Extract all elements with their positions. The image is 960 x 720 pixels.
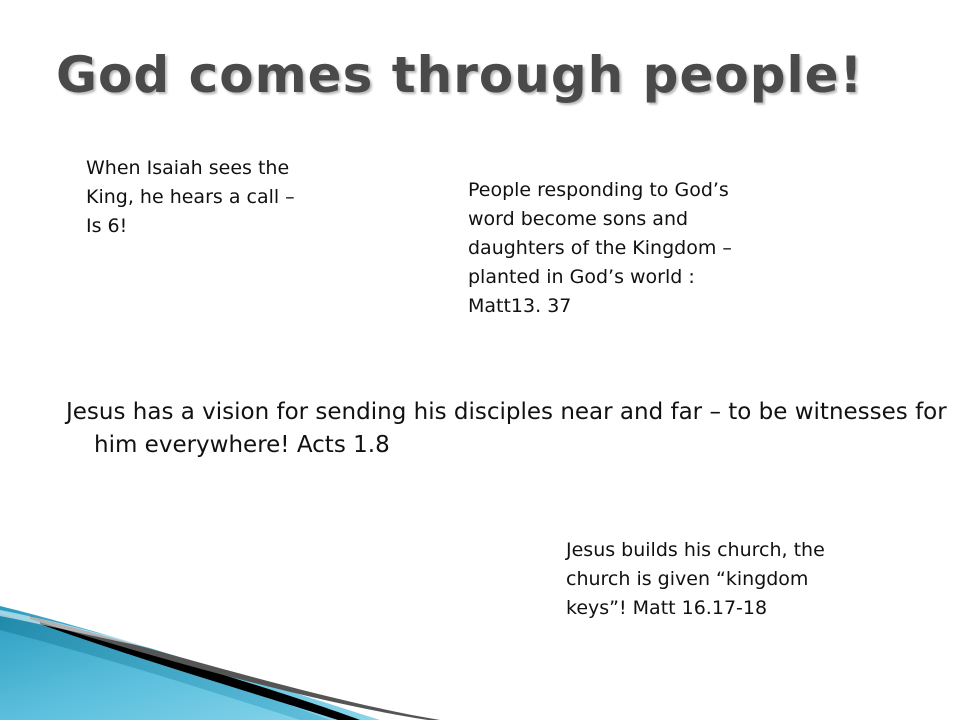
people-note: People responding to God’s word become sons and daughters of the Kingdom – planted in God’s world : Matt13. 37	[468, 179, 732, 317]
white-swoosh-highlight	[0, 610, 160, 650]
main-text: Jesus has a vision for sending his disciples near and far – to be witnesses for him everywhere! Acts 1.8	[66, 399, 947, 458]
isaiah-note: When Isaiah sees the King, he hears a call – Is 6!	[86, 157, 295, 237]
teal-swoosh-shape	[0, 606, 380, 720]
slide-title: God comes through people!	[56, 46, 864, 104]
teal-swoosh-band	[0, 614, 330, 720]
church-note: Jesus builds his church, the church is given “kingdom keys”! Matt 16.17-18	[566, 539, 825, 619]
black-swoosh-stroke	[40, 620, 360, 720]
grey-swoosh-stroke	[30, 616, 440, 720]
